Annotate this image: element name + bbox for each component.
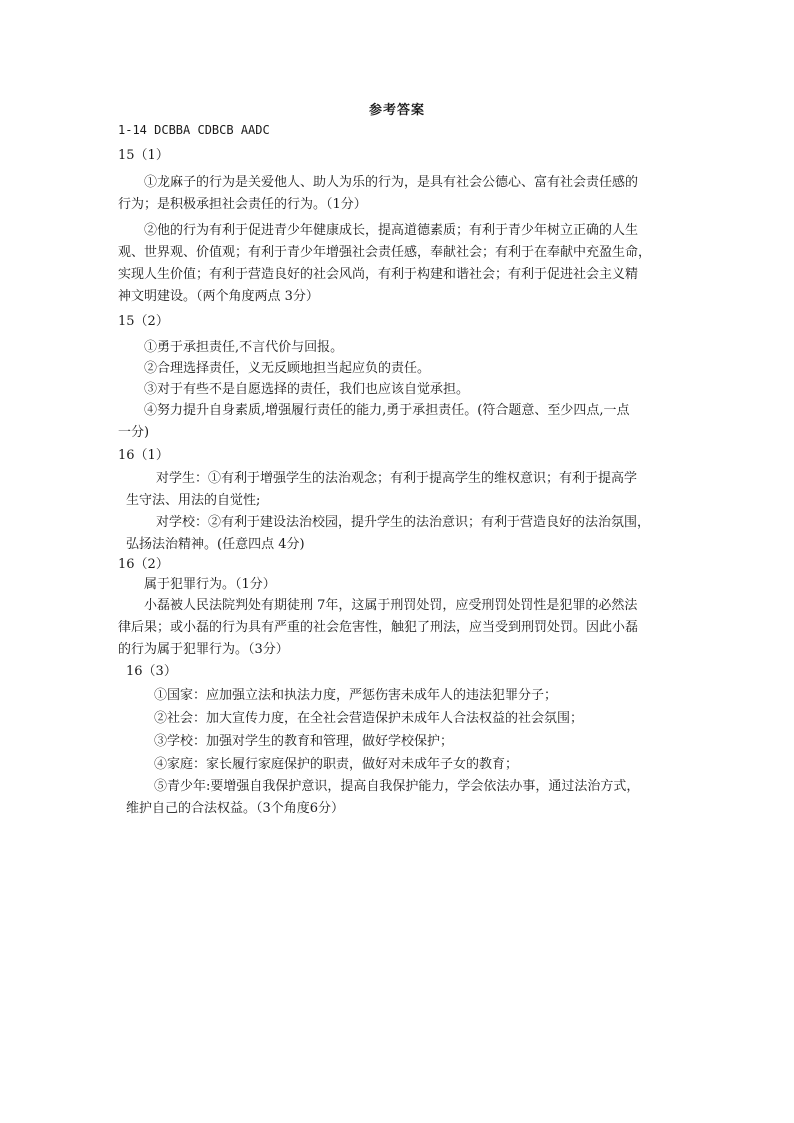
- text-line: 维护自己的合法权益。（3个角度6分）: [126, 801, 345, 816]
- q16-3-item-2: ②社会：加大宣传力度，在全社会营造保护未成年人合法权益的社会氛围；: [154, 711, 584, 726]
- text-line: ①龙麻子的行为是关爱他人、助人为乐的行为，是具有社会公德心、富有社会责任感的: [144, 175, 639, 190]
- text-line: 生守法、用法的自觉性;: [126, 493, 261, 508]
- q15-2-para-4: [118, 400, 674, 444]
- q15-2-heading: 15（2）: [118, 314, 169, 329]
- mc-answers: 1-14 DCBBA CDBCB AADC: [118, 123, 270, 137]
- text-line: 律后果；或小磊的行为具有严重的社会危害性，触犯了刑法，应当受到刑罚处罚。因此小磊: [118, 620, 639, 635]
- text-line: 一分): [118, 425, 150, 440]
- q16-2-heading: 16（2）: [118, 557, 169, 572]
- text-line: 弘扬法治精神。(任意四点 4分): [126, 537, 305, 552]
- q16-3-item-4: ④家庭：家长履行家庭保护的职责，做好对未成年子女的教育；: [154, 757, 519, 772]
- text-line: 实现人生价值；有利于营造良好的社会风尚，有利于构建和谐社会；有利于促进社会主义精: [118, 267, 639, 282]
- text-line: 观、世界观、价值观；有利于青少年增强社会责任感，奉献社会；有利于在奉献中充盈生命，: [118, 245, 652, 260]
- text-line: ②他的行为有利于促进青少年健康成长，提高道德素质；有利于青少年树立正确的人生: [144, 223, 639, 238]
- q15-1-para-2: [118, 220, 674, 308]
- text-line: 行为；是积极承担社会责任的行为。（1分）: [118, 197, 367, 212]
- q16-3-item-3: ③学校：加强对学生的教育和管理，做好学校保护；: [154, 734, 454, 749]
- q15-1-heading: 15（1）: [118, 148, 169, 163]
- text-line: 对学生：①有利于增强学生的法治观念；有利于提高学生的维权意识；有利于提高学: [156, 471, 638, 486]
- page-title: 参考答案: [368, 103, 425, 118]
- q16-1-para-1: [126, 468, 674, 512]
- q15-2-item-1: ①勇于承担责任,不言代价与回报。: [144, 340, 344, 355]
- text-line: 的行为属于犯罪行为。（3分）: [118, 642, 289, 657]
- q16-3-para-5: [126, 776, 674, 820]
- q16-1-para-2: [126, 512, 674, 556]
- text-line: ⑤青少年:要增强自我保护意识，提高自我保护能力，学会依法办事，通过法治方式，: [154, 779, 640, 794]
- text-line: 对学校：②有利于建设法治校园，提升学生的法治意识；有利于营造良好的法治氛围，: [156, 515, 651, 530]
- q15-2-item-3: ③对于有些不是自愿选择的责任，我们也应该自觉承担。: [144, 382, 470, 397]
- text-line: 神文明建设。（两个角度两点 3分）: [118, 289, 319, 304]
- text-line: ④努力提升自身素质,增强履行责任的能力,勇于承担责任。(符合题意、至少四点,一点: [144, 403, 630, 418]
- q16-2-para-2: [118, 595, 674, 661]
- q16-1-heading: 16（1）: [118, 448, 169, 463]
- q16-3-heading: 16（3）: [126, 664, 177, 679]
- q16-3-item-1: ①国家：应加强立法和执法力度，严惩伤害未成年人的违法犯罪分子；: [154, 688, 558, 703]
- text-line: 小磊被人民法院判处有期徒刑 7年，这属于刑罚处罚，应受刑罚处罚性是犯罪的必然法: [144, 598, 638, 613]
- q15-2-item-2: ②合理选择责任，义无反顾地担当起应负的责任。: [144, 361, 431, 376]
- q16-2-conclusion: 属于犯罪行为。（1分）: [144, 577, 276, 592]
- q15-1-para-1: [118, 172, 674, 216]
